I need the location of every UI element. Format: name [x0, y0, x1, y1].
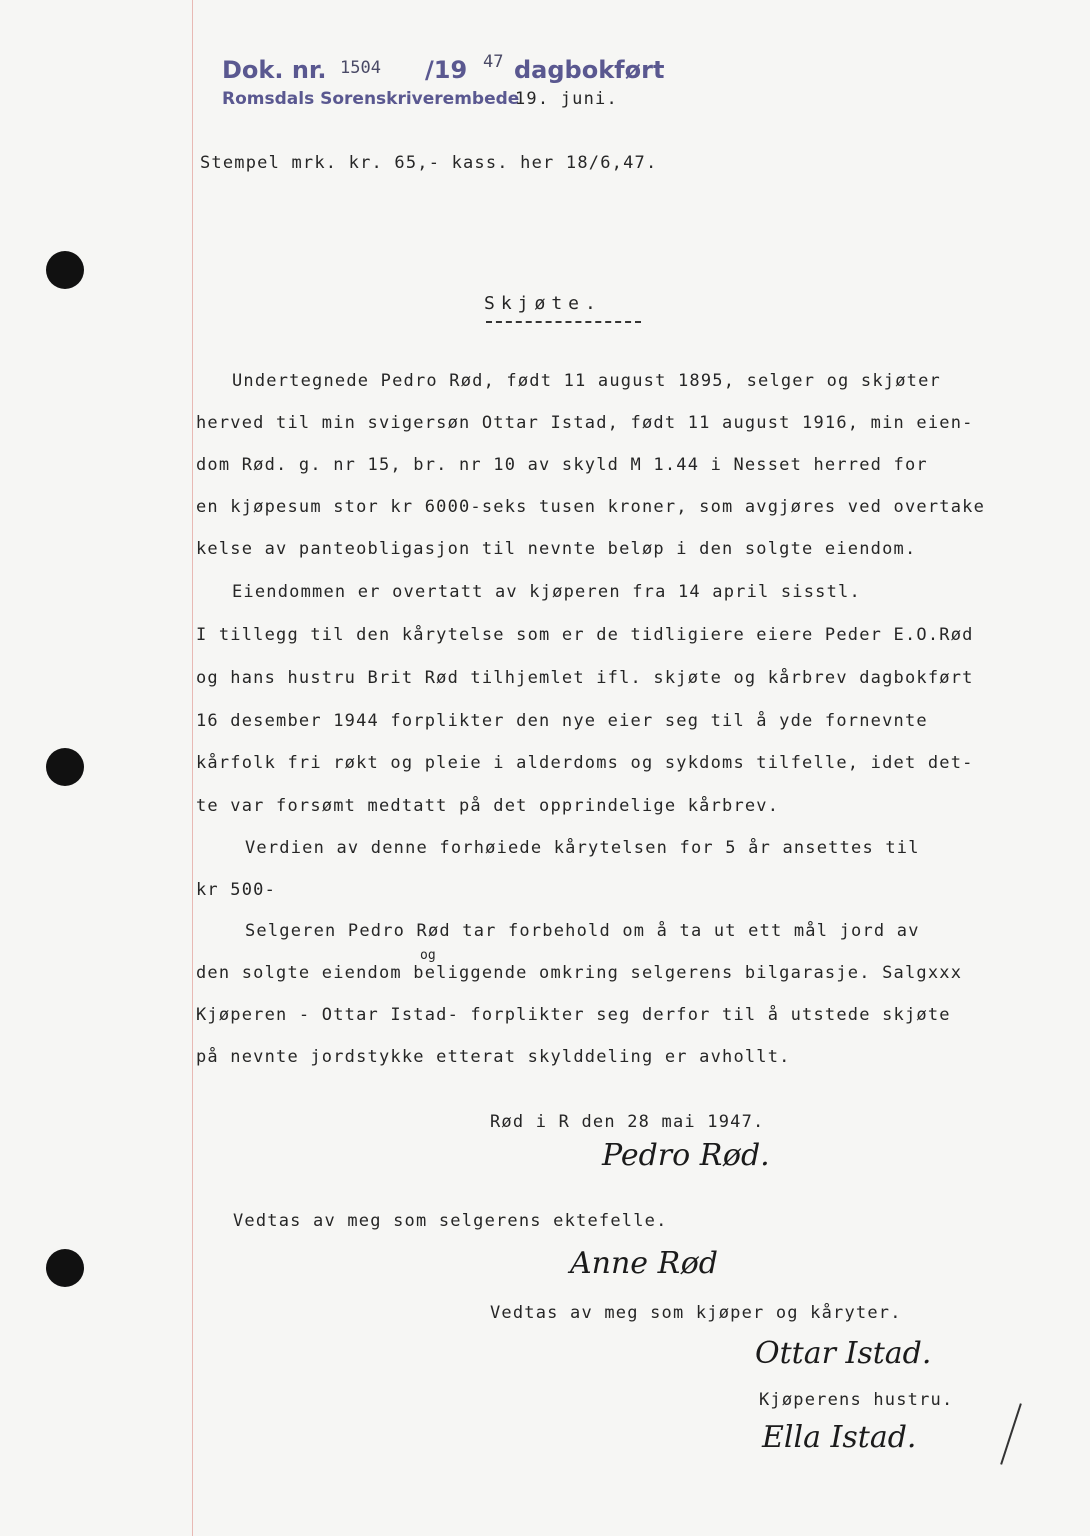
body-line: 16 desember 1944 forplikter den nye eier seg til å yde fornevnte	[196, 711, 928, 731]
stamp-date: 19. juni.	[515, 89, 618, 109]
body-line: kr 500-	[196, 880, 277, 900]
title-underline	[486, 321, 641, 323]
punch-hole	[46, 251, 84, 289]
body-line: te var forsømt medtatt på det opprindelige kårbrev.	[196, 796, 780, 816]
body-line: den solgte eiendom beliggende omkring selgerens bilgarasje. Salgxxx	[196, 963, 963, 983]
pen-stroke	[1000, 1403, 1022, 1464]
place-date: Rød i R den 28 mai 1947.	[490, 1112, 765, 1132]
body-line: på nevnte jordstykke etterat skylddeling er avhollt.	[196, 1047, 791, 1067]
punch-hole	[46, 1249, 84, 1287]
stamp-doc-label: Dok. nr.	[222, 56, 327, 84]
margin-line	[192, 0, 193, 1536]
signature-buyer-wife: Ella Istad.	[762, 1420, 917, 1455]
stamp-dagbokfort: dagbokført	[514, 56, 665, 84]
spouse-note: Vedtas av meg som selgerens ektefelle.	[233, 1211, 668, 1231]
document-title: Skjøte.	[484, 293, 602, 314]
signature-buyer: Ottar Istad.	[755, 1336, 932, 1371]
body-line: og hans hustru Brit Rød tilhjemlet ifl. skjøte og kårbrev dagbokført	[196, 668, 974, 688]
stamp-year-prefix: /19	[425, 56, 468, 84]
inserted-word: og	[420, 948, 436, 963]
body-line: herved til min svigersøn Ottar Istad, født 11 august 1916, min eien-	[196, 413, 974, 433]
buyer-note: Vedtas av meg som kjøper og kåryter.	[490, 1303, 902, 1323]
stamp-doc-number: 1504	[340, 58, 381, 78]
body-line: kelse av panteobligasjon til nevnte beløp i den solgte eiendom.	[196, 539, 917, 559]
body-line: Verdien av denne forhøiede kårytelsen for 5 år ansettes til	[245, 838, 920, 858]
stamp-office: Romsdals Sorenskriverembede	[222, 89, 520, 109]
body-line: Kjøperen - Ottar Istad- forplikter seg derfor til å utstede skjøte	[196, 1005, 951, 1025]
signature-seller: Pedro Rød.	[602, 1138, 770, 1173]
punch-hole	[46, 748, 84, 786]
signature-spouse: Anne Rød	[570, 1246, 719, 1281]
body-line: dom Rød. g. nr 15, br. nr 10 av skyld M 1.44 i Nesset herred for	[196, 455, 928, 475]
body-line: Undertegnede Pedro Rød, født 11 august 1895, selger og skjøter	[232, 371, 941, 391]
body-line: en kjøpesum stor kr 6000-seks tusen kroner, som avgjøres ved overtake	[196, 497, 986, 517]
body-line: Selgeren Pedro Rød tar forbehold om å ta ut ett mål jord av	[245, 921, 920, 941]
body-line: kårfolk fri røkt og pleie i alderdoms og sykdoms tilfelle, idet det-	[196, 753, 974, 773]
body-line: I tillegg til den kårytelse som er de tidligiere eiere Peder E.O.Rød	[196, 625, 974, 645]
stempel-line: Stempel mrk. kr. 65,- kass. her 18/6,47.	[200, 153, 658, 173]
buyer-wife-note: Kjøperens hustru.	[759, 1390, 954, 1410]
body-line: Eiendommen er overtatt av kjøperen fra 14 april sisstl.	[232, 582, 861, 602]
stamp-year-suffix: 47	[483, 52, 504, 72]
